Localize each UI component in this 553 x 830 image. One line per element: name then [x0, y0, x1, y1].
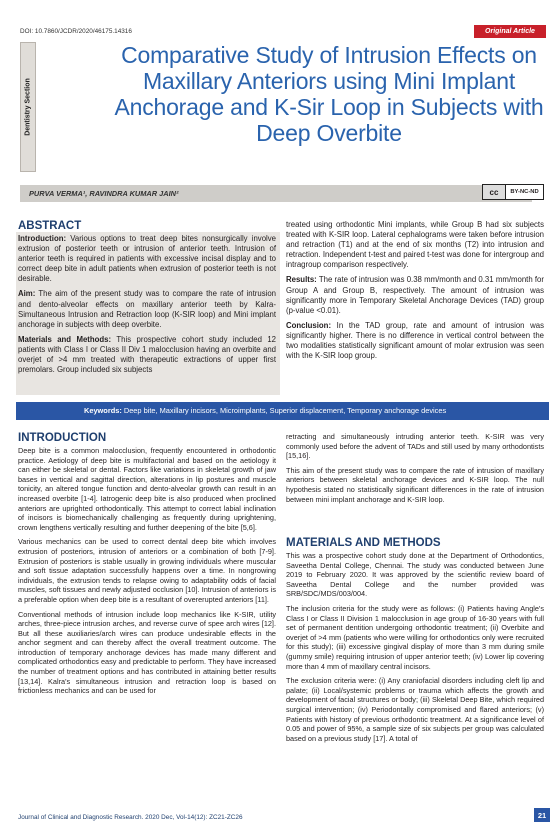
abstract-methods: Materials and Methods: This prospective cohort study included 12 patients with Class I or Class II Div 1 malocclusion having an overbite and overjet of >4 mm treated with therapeutic extractions of upper first premolars. Group included six subjects: [18, 334, 276, 375]
methods-paragraph-1: This was a prospective cohort study done at the Department of Orthodontics, Saveetha Dental College, Chennai. The study was conducted between June 2019 to February 2020. It was approved by the scientific review board of Saveetha Dental College and the number provided was SRB/SDC/MDS/003/004.: [286, 551, 544, 599]
abstract-results: Results: The rate of intrusion was 0.38 mm/month and 0.31 mm/month for Group A and Group B, respectively. The amount of intrusion was significantly more in Temporary Skeletal Anchorage Devices (TAD) group (p-value <0.01).: [286, 275, 544, 315]
article-type-badge: Original Article: [474, 25, 546, 38]
intro-paragraph-1: Deep bite is a common malocclusion, frequently encountered in orthodontic practice. Aetiology of deep bite is multifactorial and based on the aetiology it can either be skeletal or dental. Factors like variations in skeletal growth of jaw bases in vertical and sagittal direction, alterations in lip postures and muscle tonicity, an altered tongue function and dento-alveolar growth can result in an increased overbite [1-4]. Iatrogenic deep bite is also produced when proclined anteriors are uprighted orthodontically. This attempt to correct labial inclination of incisors is biomechanically challenging as frequently during uprightening, crown lengthens vertically resulting and further deepening of the bite [5,6].: [18, 446, 276, 532]
keywords-text: Deep bite, Maxillary incisors, Microimplants, Superior displacement, Temporary anchorage devices: [121, 406, 447, 415]
introduction-label: Introduction:: [18, 234, 67, 243]
intro-paragraph-3: Conventional methods of intrusion include loop mechanics like K-SIR, utility arches, three-piece intrusion arches, and reverse curve of spee arch wires [12]. But all these auxiliaries/arch wires can produce undesirable effects in the anchor segment and can thereby affect the overall treatment outcome. The introduction of temporary anchorage devices has made many different and complicated orthodontics easy and predictable to perform. They have increased the number of treatment options and has contributed in attaining better results [13,14]. Kalra's simultaneous intrusion and retraction loop is based on frictionless mechanics and can be used for: [18, 609, 276, 696]
article-title: Comparative Study of Intrusion Effects on Maxillary Anteriors using Mini Implant Anchorage and K-Sir Loop in Subjects with Deep Overbite: [114, 42, 544, 146]
keywords-line: [84, 406, 446, 415]
abstract-aim: Aim: The aim of the present study was to compare the rate of intrusion and dento-alveolar effects on maxillary anterior teeth by Kalra-Simultaneous Intrusion and Retraction loop (K-SIR loop) and Mini implant anchorage in subjects with deep overbite.: [18, 289, 276, 329]
abstract-heading: ABSTRACT: [18, 220, 82, 232]
creative-commons-badge: [482, 184, 544, 200]
introduction-heading: INTRODUCTION: [18, 432, 107, 444]
abstract-introduction: Introduction: Various options to treat deep bites nonsurgically involve extrusion of posterior teeth or intrusion of anterior teeth. Intrusion of anterior teeth is required in patients with excessive incisal display and to correct deep bite in adult patients when extrusion of posterior teeth is not desirable.: [18, 234, 276, 284]
abstract-methods-continued: treated using orthodontic Mini implants, while Group B had six subjects treated with K-SIR loop. Lateral cephalograms were taken before intrusion and retraction (T1) and at the end of six months (T2) into intrusion and retraction. Independent t-test and paired t-test was done for intergroup and intragroup comparison respectively.: [286, 220, 544, 270]
cc-icon: cc: [483, 185, 506, 199]
methods-paragraph-2: The inclusion criteria for the study were as follows: (i) Patients having Angle's Class I or Class II Division 1 malocclusion in age group of 16-30 years with full set of permanent dentition undergoing orthodontic treatment; (ii) Overbite and overjet of >4 mm (patients who were willing for orthodontics only were recruited for this study); (iii) excessive gingival display of more than 3 mm during smile (gummy smile) requiring intrusion of upper anterior teeth; (iv) Lower lip covering more than 4 mm of maxillary central incisors.: [286, 603, 544, 671]
body-left-column: [18, 446, 276, 696]
body-right-column-top: [286, 432, 544, 504]
journal-footer: Journal of Clinical and Diagnostic Research. 2020 Dec, Vol-14(12): ZC21-ZC26: [18, 814, 243, 821]
abstract-conclusion: Conclusion: In the TAD group, rate and amount of intrusion was significantly higher. There is no difference in vertical control between the two modalities statistically significant amount of molar extrusion was seen with the K-SIR loop group.: [286, 320, 544, 361]
aim-label: Aim:: [18, 289, 36, 299]
body-right-column-methods: [286, 551, 544, 743]
methods-heading: MATERIALS AND METHODS: [286, 537, 441, 549]
results-label: Results:: [286, 275, 317, 285]
intro-paragraph-5: This aim of the present study was to compare the rate of intrusion of maxillary anteriors between skeletal anchorage devices and K-SIR loop. The null hypothesis stated no statistically significant differences in the rate of intrusion between mini implant anchorage and K-SIR loop.: [286, 465, 544, 504]
abstract-left-column: [18, 234, 276, 375]
cc-terms: BY-NC-ND: [510, 189, 539, 195]
keywords-label: Keywords:: [84, 406, 122, 415]
section-tab-label: Dentistry Section: [24, 78, 32, 136]
methods-paragraph-3: The exclusion criteria were: (i) Any craniofacial disorders including cleft lip and palate; (ii) Local/systemic problems or trauma which affects the growth and development of facial structures or body; (iii) Skeletal Deep Bite, which required surgical intervention; (iv) Periodontally compromised and flared anteriors; (v) Patients with history of previous orthodontic treatment. At a significance level of 0.05 and power of 95%, a sample size of six subjects per group was calculated based on a previous study [17]. A total of: [286, 676, 544, 743]
intro-paragraph-4: retracting and simultaneously intruding anterior teeth. K-SIR was very commonly used before the advent of TADs and still used by many orthodontists [15,16].: [286, 432, 544, 461]
conclusion-label: Conclusion:: [286, 320, 332, 330]
author-names: PURVA VERMA¹, RAVINDRA KUMAR JAIN²: [29, 189, 179, 198]
doi-line: DOI: 10.7860/JCDR/2020/46175.14316: [20, 28, 132, 35]
abstract-right-column: [286, 220, 544, 361]
page-number: 21: [534, 808, 550, 822]
section-tab: [20, 42, 36, 172]
intro-paragraph-2: Various mechanics can be used to correct dental deep bite which involves extrusion of posteriors, intrusion of anteriors or a combination of both [7-9]. Extrusion of posteriors is stable usually in growing individuals where muscular and soft tissue adaptation successfully happens over a time. In nongrowing individuals, the extrusion tends to relapse owing to adaptability odds of facial muscles, soft tissues and newly adjusted occlusion [10]. Intrusion of anteriors is a preferable option when deep bite is a resultant of overerupted anteriors [11].: [18, 537, 276, 604]
methods-label: Materials and Methods:: [18, 334, 112, 344]
